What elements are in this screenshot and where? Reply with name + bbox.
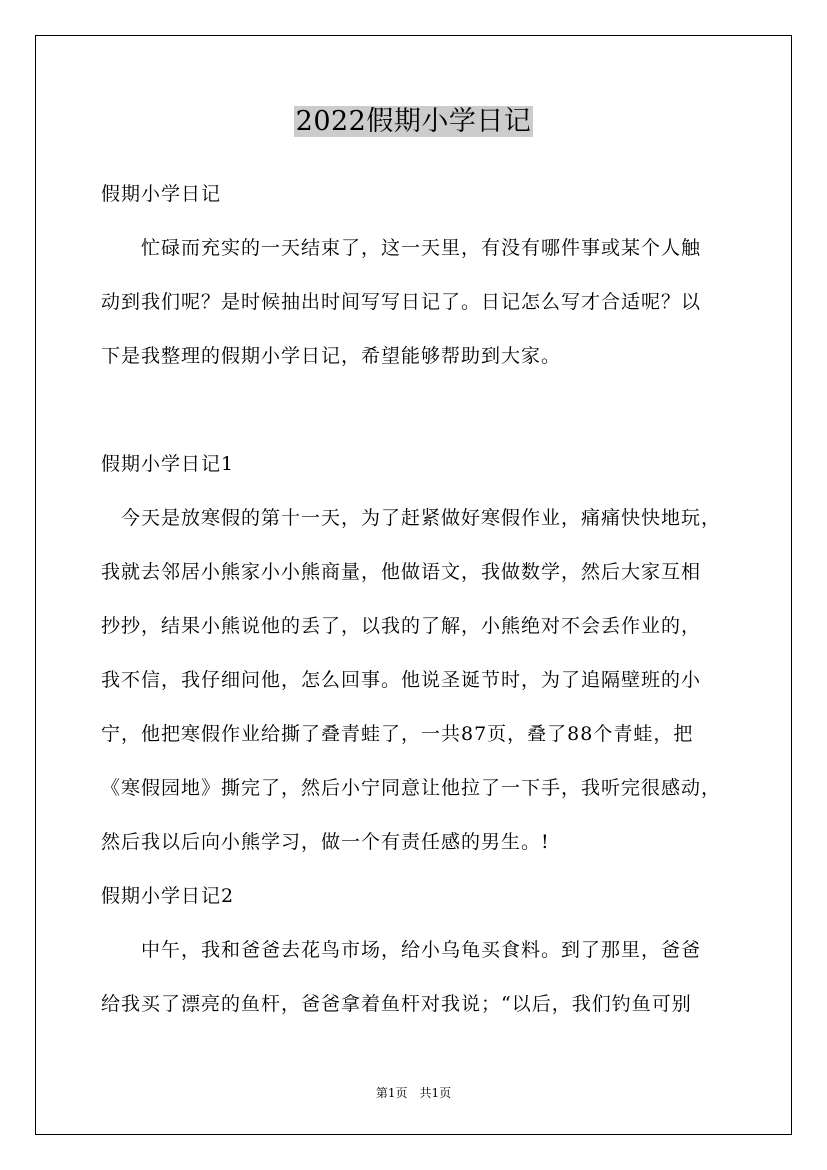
section-heading: 假期小学日记2 — [101, 885, 235, 907]
paragraph-line: 下是我整理的假期小学日记，希望能够帮助到大家。 — [101, 345, 562, 367]
paragraph-line: 今天是放寒假的第十一天，为了赶紧做好寒假作业，痛痛快快地玩， — [101, 507, 722, 529]
page-footer: 第1页 共1页 — [375, 1086, 452, 1100]
paragraph-line: 我就去邻居小熊家小小熊商量，他做语文，我做数学，然后大家互相 — [101, 561, 702, 583]
section-heading: 假期小学日记1 — [101, 453, 235, 475]
paragraph-line: 动到我们呢？是时候抽出时间写写日记了。日记怎么写才合适呢？以 — [101, 291, 702, 313]
paragraph-line: 中午，我和爸爸去花鸟市场，给小乌龟买食料。到了那里，爸爸 — [101, 939, 702, 961]
document-title-text: 2022假期小学日记 — [295, 106, 532, 137]
paragraph-line: 宁，他把寒假作业给撕了叠青蛙了，一共87页，叠了88个青蛙，把 — [101, 723, 694, 745]
paragraph-line: 给我买了漂亮的鱼杆，爸爸拿着鱼杆对我说；“以后，我们钓鱼可别 — [101, 993, 692, 1015]
paragraph-line: 抄抄，结果小熊说他的丢了，以我的了解，小熊绝对不会丢作业的， — [101, 615, 702, 637]
paragraph-line: 我不信，我仔细问他，怎么回事。他说圣诞节时，为了追隔壁班的小 — [101, 669, 702, 691]
section-heading: 假期小学日记 — [101, 183, 222, 205]
paragraph-line: 《寒假园地》撕完了，然后小宁同意让他拉了一下手，我听完很感动， — [101, 777, 722, 799]
document-title — [0, 100, 827, 144]
paragraph-line: 忙碌而充实的一天结束了，这一天里，有没有哪件事或某个人触 — [101, 237, 702, 259]
paragraph-line: 然后我以后向小熊学习，做一个有责任感的男生。! — [101, 831, 550, 853]
